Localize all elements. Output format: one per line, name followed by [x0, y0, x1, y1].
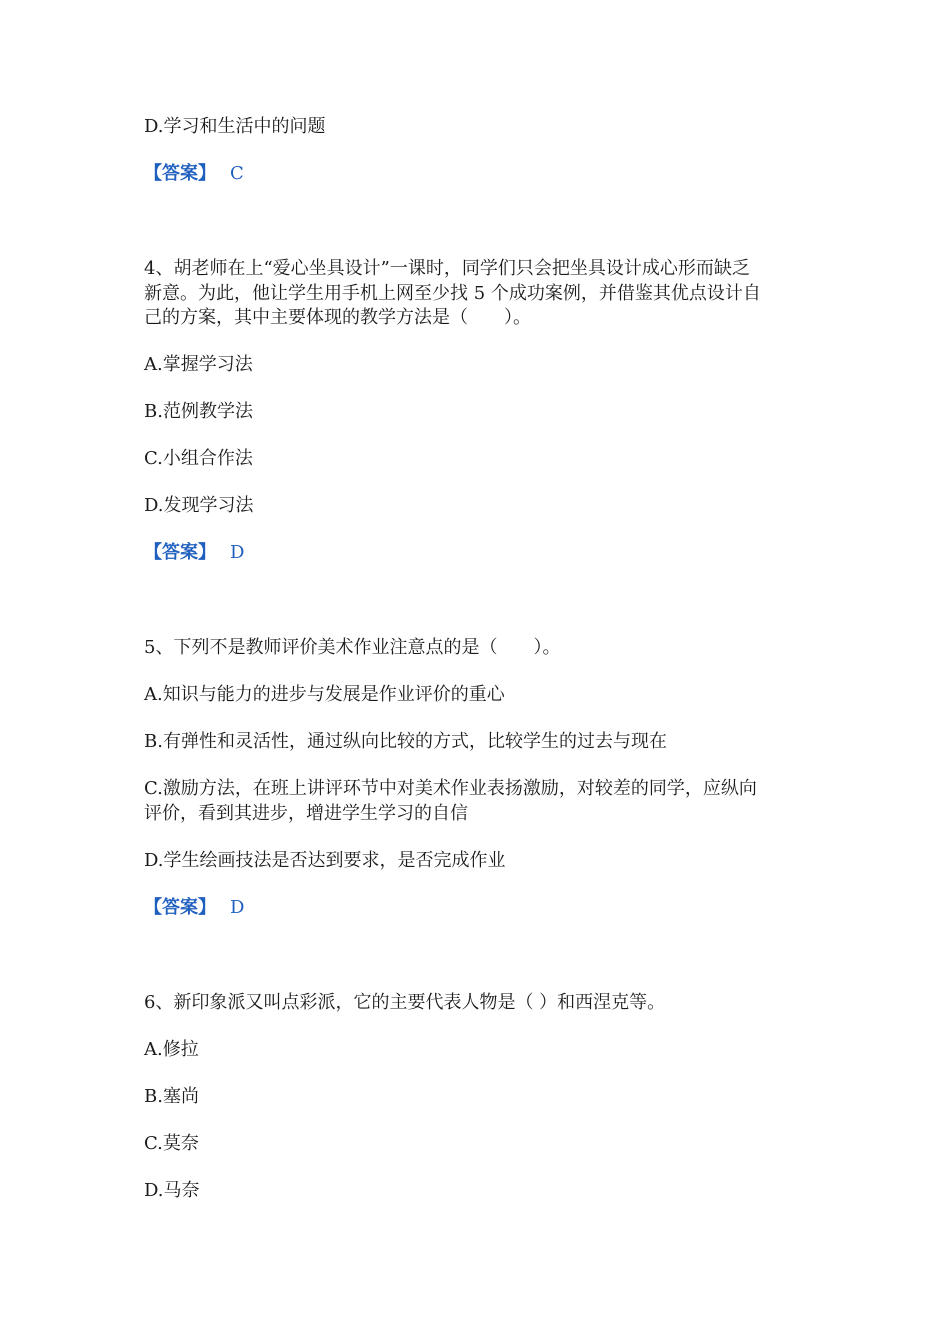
q6-stem: 6、新印象派又叫点彩派，它的主要代表人物是（ ）和西涅克等。	[144, 992, 666, 1013]
q4-stem-line-2: 新意。为此，他让学生用手机上网至少找 5 个成功案例，并借鉴其优点设计自	[144, 283, 761, 304]
q4-option-b: B.范例教学法	[144, 401, 253, 422]
answer-label: 【答案】	[144, 163, 216, 184]
q4-option-a: A.掌握学习法	[144, 354, 253, 375]
q4-stem-line-1: 4、胡老师在上“爱心坐具设计”一课时，同学们只会把坐具设计成心形而缺乏	[144, 258, 750, 279]
answer-value: D	[230, 542, 245, 563]
q6-option-d: D.马奈	[144, 1180, 200, 1201]
q5-option-a: A.知识与能力的进步与发展是作业评价的重心	[144, 684, 505, 705]
q4-stem-line-3: 己的方案，其中主要体现的教学方法是（ ）。	[144, 307, 531, 328]
q3-answer	[144, 162, 244, 186]
q5-option-b: B.有弹性和灵活性，通过纵向比较的方式，比较学生的过去与现在	[144, 731, 667, 752]
answer-label: 【答案】	[144, 897, 216, 918]
q4-option-d: D.发现学习法	[144, 495, 254, 516]
q4-option-c: C.小组合作法	[144, 448, 253, 469]
q5-answer	[144, 896, 244, 920]
q5-option-c-line-1: C.激励方法，在班上讲评环节中对美术作业表扬激励，对较差的同学，应纵向	[144, 778, 757, 799]
q5-option-c-line-2: 评价，看到其进步，增进学生学习的自信	[144, 803, 468, 824]
q3-option-d: D.学习和生活中的问题	[144, 116, 326, 137]
q6-option-b: B.塞尚	[144, 1086, 199, 1107]
q4-answer	[144, 541, 244, 565]
answer-value: D	[230, 897, 245, 918]
answer-label: 【答案】	[144, 542, 216, 563]
q6-option-a: A.修拉	[144, 1039, 199, 1060]
q6-option-c: C.莫奈	[144, 1133, 199, 1154]
q5-stem: 5、下列不是教师评价美术作业注意点的是（ ）。	[144, 637, 561, 658]
answer-value: C	[230, 163, 244, 184]
q5-option-d: D.学生绘画技法是否达到要求，是否完成作业	[144, 850, 506, 871]
